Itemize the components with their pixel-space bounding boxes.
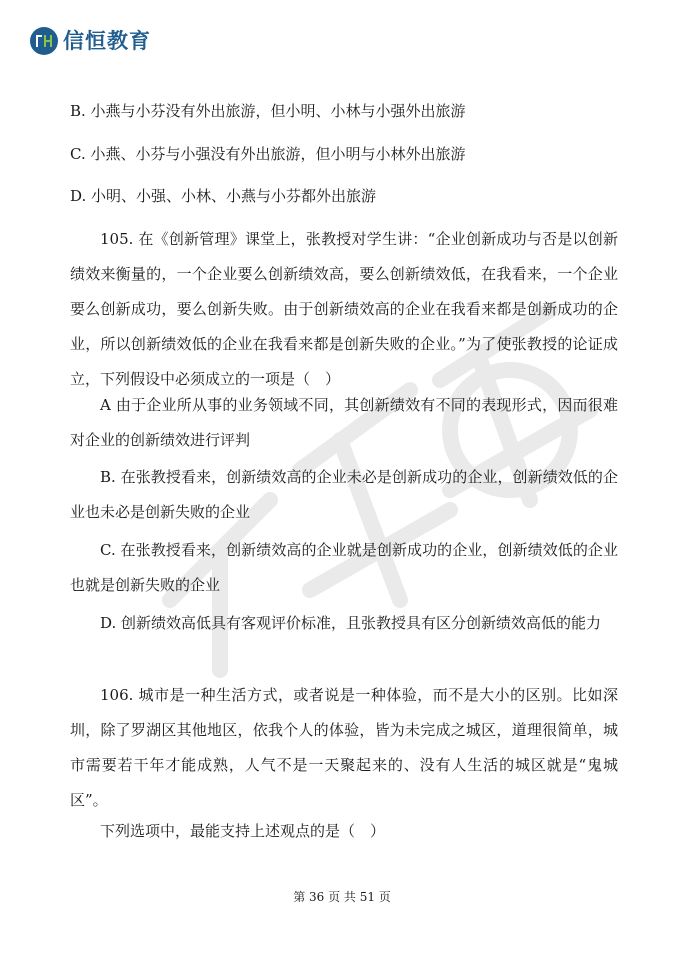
logo-mark-icon	[30, 27, 58, 55]
question-106-stem: 106. 城市是一种生活方式，或者说是一种体验，而不是大小的区别。比如深圳，除了罗湖区其他地区，依我个人的体验，皆为未完成之城区，道理很简单，城市需要若干年才能成熟，人气不是一天聚起来的、没有人生活的城区就是“鬼城区”。	[70, 686, 618, 809]
question-105-option-c: C. 在张教授看来，创新绩效高的企业就是创新成功的企业，创新绩效低的企业也就是创新失败的企业	[70, 541, 618, 594]
option-d-prev: D. 小明、小强、小林、小燕与小芬都外出旅游	[70, 187, 377, 205]
logo-text: 信恒教育	[63, 29, 151, 53]
question-105-option-a: A 由于企业所从事的业务领域不同，其创新绩效有不同的表现形式，因而很难对企业的创新绩效进行评判	[70, 396, 618, 449]
option-b-prev: B. 小燕与小芬没有外出旅游，但小明、小林与小强外出旅游	[70, 102, 466, 120]
option-c-prev: C. 小燕、小芬与小强没有外出旅游，但小明与小林外出旅游	[70, 145, 466, 163]
question-105-option-b: B. 在张教授看来，创新绩效高的企业未必是创新成功的企业，创新绩效低的企业也未必是创新失败的企业	[70, 468, 618, 521]
question-105-option-d: D. 创新绩效高低具有客观评价标准，且张教授具有区分创新绩效高低的能力	[100, 614, 602, 632]
question-105-stem: 105. 在《创新管理》课堂上，张教授对学生讲：“企业创新成功与否是以创新绩效来衡量的，一个企业要么创新绩效高，要么创新绩效低，在我看来，一个企业要么创新成功，要么创新失败。由于创新绩效高的企业在我看来都是创新成功的企业，所以创新绩效低的企业在我看来都是创新失败的企业。”为了使张教授的论证成立，下列假设中必须成立的一项是（ ）	[70, 230, 618, 388]
question-106-prompt: 下列选项中，最能支持上述观点的是（ ）	[100, 822, 386, 840]
logo	[30, 27, 151, 55]
page-number: 第 36 页 共 51 页	[293, 890, 391, 904]
